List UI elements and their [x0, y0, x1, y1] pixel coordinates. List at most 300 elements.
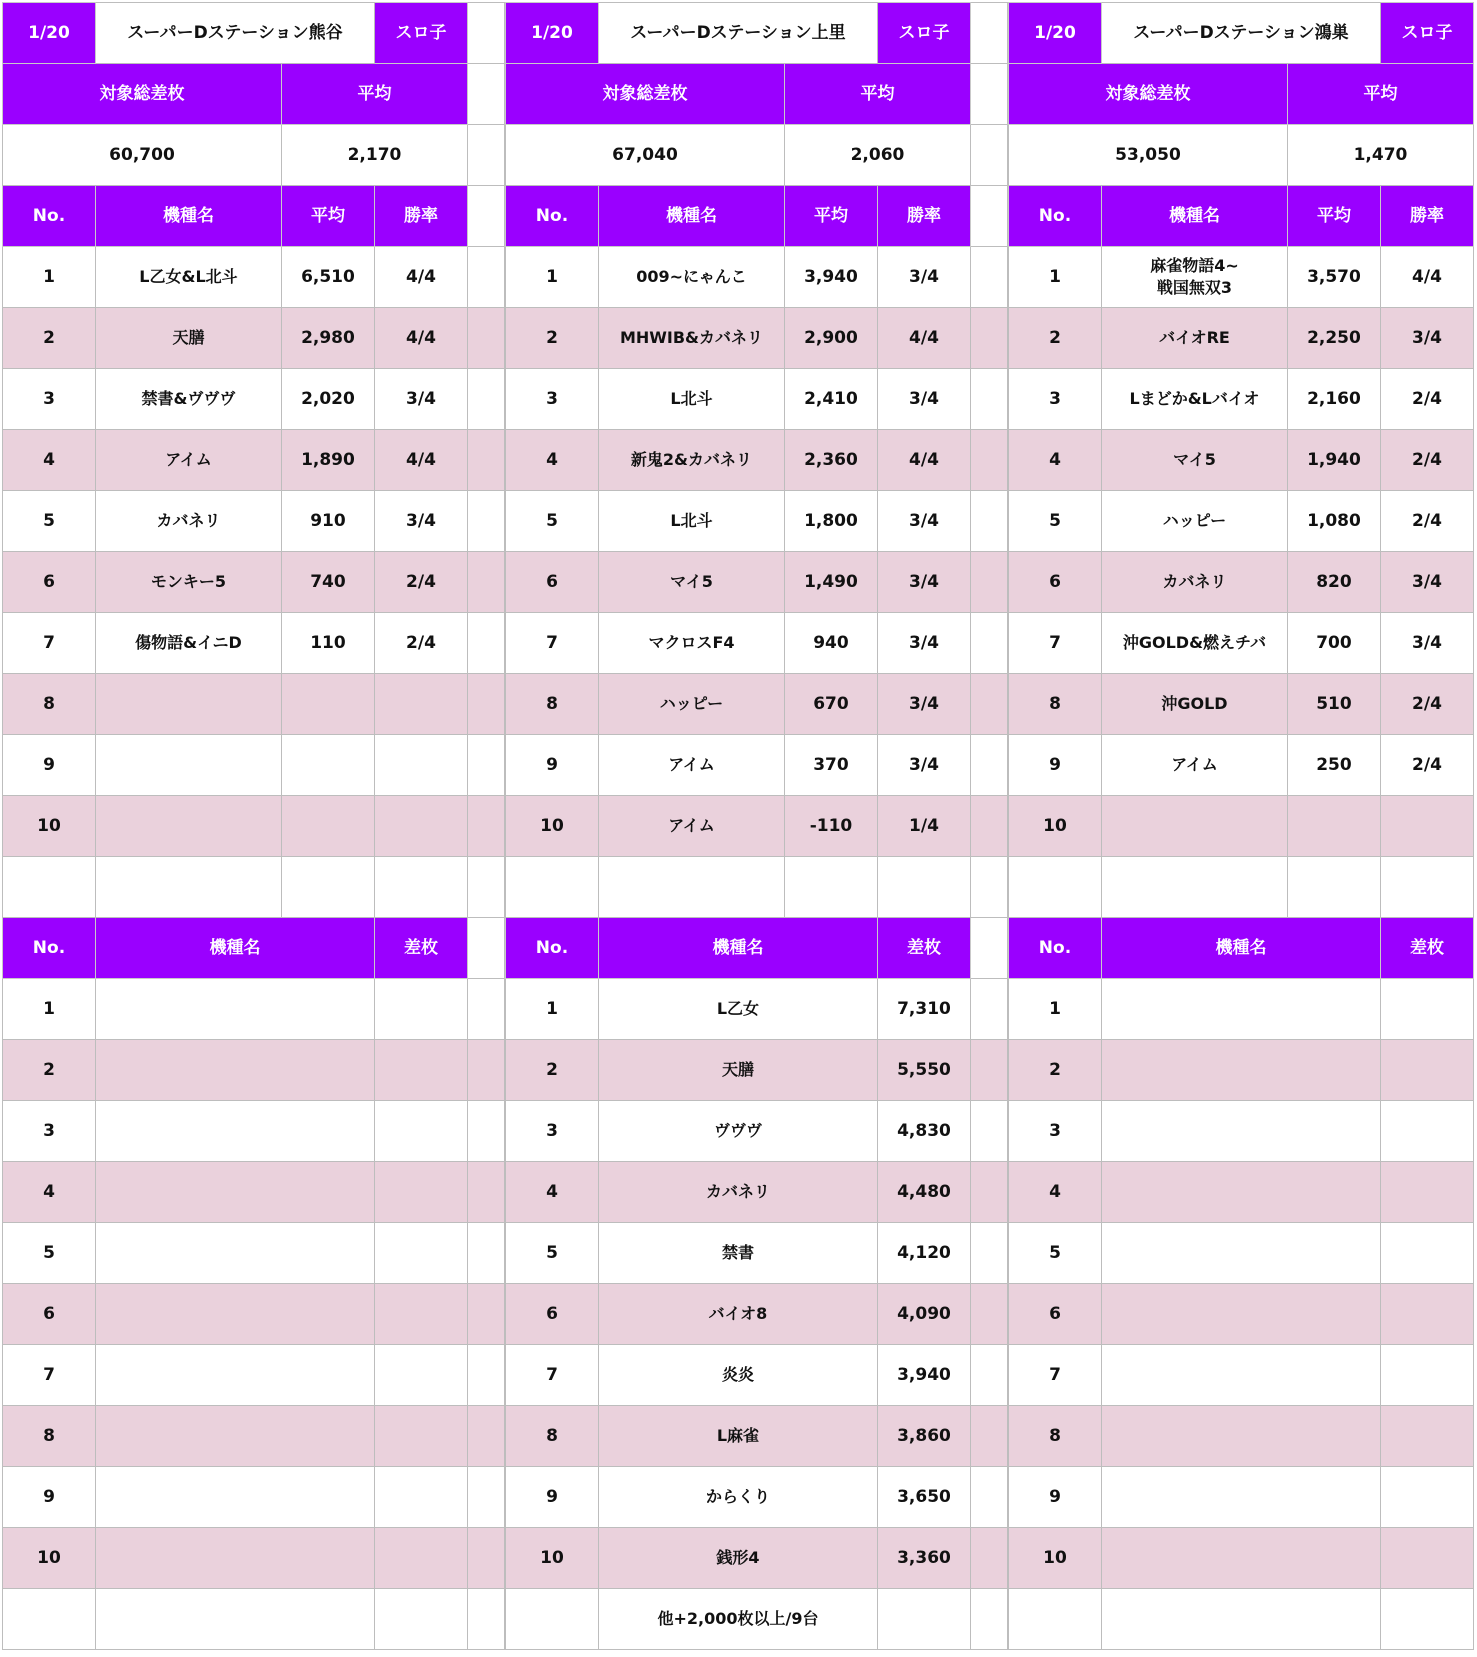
diff-row	[3, 1223, 468, 1284]
rank-avg: 6,510	[281, 247, 374, 308]
rank-machine-name: 傷物語&イニD	[95, 613, 281, 674]
diff-machine-name	[95, 1345, 374, 1406]
rank-row	[506, 552, 971, 613]
gap-row	[971, 1528, 1008, 1589]
rank-row	[3, 674, 468, 735]
diff-no: 1	[506, 979, 599, 1040]
rank-row	[1009, 796, 1474, 857]
gap-row	[971, 857, 1008, 918]
gap-row	[468, 1406, 505, 1467]
rank-avg: 2,900	[784, 308, 877, 369]
diff-row	[3, 1467, 468, 1528]
gap-cell	[468, 1589, 505, 1650]
gap-row	[971, 1162, 1008, 1223]
gap-row	[468, 552, 505, 613]
footer-empty	[506, 1589, 599, 1650]
rank-machine-name: L北斗	[598, 369, 784, 430]
rank-win-rate: 4/4	[374, 430, 467, 491]
diff-value: 3,650	[877, 1467, 970, 1528]
diff-header-row	[3, 918, 468, 979]
gap-row	[971, 186, 1008, 247]
gap-cell	[971, 64, 1008, 125]
rank-row	[506, 613, 971, 674]
store-panel-kumagaya	[2, 2, 468, 1650]
rank-header-avg: 平均	[1287, 186, 1380, 247]
gap-cell	[971, 918, 1008, 979]
rank-win-rate	[374, 796, 467, 857]
summary-value-row	[506, 125, 971, 186]
store-table	[1008, 2, 1474, 1650]
diff-header-no: No.	[506, 918, 599, 979]
diff-machine-name	[1101, 1406, 1380, 1467]
footer-empty	[1009, 1589, 1102, 1650]
rank-win-rate: 3/4	[877, 369, 970, 430]
diff-value	[1380, 1345, 1473, 1406]
rank-win-rate: 3/4	[877, 552, 970, 613]
rank-win-rate: 2/4	[374, 552, 467, 613]
gap-row	[971, 1345, 1008, 1406]
gap-cell	[468, 64, 505, 125]
diff-machine-name	[95, 1223, 374, 1284]
rank-no: 10	[506, 796, 599, 857]
diff-machine-name: バイオ8	[598, 1284, 877, 1345]
rank-machine-name: カバネリ	[95, 491, 281, 552]
diff-no: 3	[506, 1101, 599, 1162]
diff-header-diff: 差枚	[1380, 918, 1473, 979]
rank-machine-name: アイム	[95, 430, 281, 491]
gap-row	[468, 430, 505, 491]
rank-win-rate: 3/4	[877, 613, 970, 674]
rank-no: 6	[3, 552, 96, 613]
rank-row	[506, 308, 971, 369]
diff-machine-name: 禁書	[598, 1223, 877, 1284]
diff-value: 7,310	[877, 979, 970, 1040]
rank-machine-name: 禁書&ヴヴヴ	[95, 369, 281, 430]
rank-row	[1009, 552, 1474, 613]
rank-header-row	[3, 186, 468, 247]
category-cell: スロ子	[1380, 3, 1473, 64]
gap-row	[468, 1467, 505, 1528]
diff-no: 2	[3, 1040, 96, 1101]
diff-value: 3,360	[877, 1528, 970, 1589]
gap-row	[468, 1284, 505, 1345]
rank-row	[3, 796, 468, 857]
rank-row	[506, 735, 971, 796]
diff-value: 5,550	[877, 1040, 970, 1101]
diff-machine-name	[95, 1406, 374, 1467]
diff-no: 1	[1009, 979, 1102, 1040]
diff-machine-name	[1101, 1040, 1380, 1101]
spacer-cell	[598, 857, 784, 918]
rank-header-name: 機種名	[1101, 186, 1287, 247]
store-panel-kamisato	[505, 2, 971, 1650]
gap-cell	[971, 3, 1008, 64]
total-label: 対象総差枚	[3, 64, 282, 125]
diff-value	[374, 1223, 467, 1284]
gap-row	[971, 979, 1008, 1040]
diff-machine-name	[95, 1101, 374, 1162]
diff-row	[3, 1101, 468, 1162]
gap-cell	[468, 979, 505, 1040]
gap-row	[468, 369, 505, 430]
diff-row	[506, 1040, 971, 1101]
diff-row	[1009, 1223, 1474, 1284]
total-value: 53,050	[1009, 125, 1288, 186]
gap-cell	[971, 735, 1008, 796]
rank-avg: 910	[281, 491, 374, 552]
gap-row	[971, 613, 1008, 674]
rank-row	[506, 674, 971, 735]
rank-avg: 250	[1287, 735, 1380, 796]
rank-row	[506, 491, 971, 552]
diff-header-name: 機種名	[95, 918, 374, 979]
spacer-cell	[374, 857, 467, 918]
diff-no: 5	[506, 1223, 599, 1284]
gap-cell	[468, 1284, 505, 1345]
gap-row	[971, 1101, 1008, 1162]
diff-value	[374, 1040, 467, 1101]
gap-row	[971, 369, 1008, 430]
diff-header-name: 機種名	[598, 918, 877, 979]
diff-no: 1	[3, 979, 96, 1040]
gap-cell	[468, 613, 505, 674]
rank-win-rate: 3/4	[1380, 613, 1473, 674]
rank-header-row	[1009, 186, 1474, 247]
avg-value: 2,170	[281, 125, 467, 186]
gap-cell	[468, 369, 505, 430]
rank-no: 6	[506, 552, 599, 613]
spacer-row	[1009, 857, 1474, 918]
gap-row	[971, 1467, 1008, 1528]
store-table	[2, 2, 468, 1650]
rank-no: 3	[3, 369, 96, 430]
gap-cell	[468, 1162, 505, 1223]
gap-row	[971, 1589, 1008, 1650]
diff-no: 5	[1009, 1223, 1102, 1284]
diff-value	[1380, 1162, 1473, 1223]
gap-cell	[468, 1406, 505, 1467]
diff-value	[374, 1406, 467, 1467]
gap-cell	[971, 186, 1008, 247]
rank-win-rate: 2/4	[1380, 430, 1473, 491]
spacer-cell	[281, 857, 374, 918]
rank-win-rate: 2/4	[374, 613, 467, 674]
rank-avg: 740	[281, 552, 374, 613]
footer-row	[506, 1589, 971, 1650]
gap-row	[971, 64, 1008, 125]
diff-row	[1009, 979, 1474, 1040]
diff-value	[374, 979, 467, 1040]
gap-row	[971, 308, 1008, 369]
gap-row	[971, 1406, 1008, 1467]
diff-machine-name: からくり	[598, 1467, 877, 1528]
rank-avg: 2,250	[1287, 308, 1380, 369]
rank-machine-name: 新鬼2&カバネリ	[598, 430, 784, 491]
diff-value	[374, 1284, 467, 1345]
diff-machine-name: L乙女	[598, 979, 877, 1040]
title-row	[3, 3, 468, 64]
gap-row	[971, 247, 1008, 308]
diff-value	[374, 1162, 467, 1223]
diff-value: 4,090	[877, 1284, 970, 1345]
diff-machine-name: L麻雀	[598, 1406, 877, 1467]
rank-machine-name: アイム	[1101, 735, 1287, 796]
gap-row	[468, 918, 505, 979]
diff-no: 7	[1009, 1345, 1102, 1406]
rank-win-rate: 3/4	[877, 735, 970, 796]
gap-row	[468, 491, 505, 552]
rank-avg	[281, 796, 374, 857]
rank-no: 8	[506, 674, 599, 735]
rank-row	[1009, 247, 1474, 308]
rank-win-rate	[374, 674, 467, 735]
total-value: 60,700	[3, 125, 282, 186]
rank-row	[1009, 674, 1474, 735]
diff-header-name: 機種名	[1101, 918, 1380, 979]
gap-cell	[971, 491, 1008, 552]
rank-win-rate: 3/4	[1380, 552, 1473, 613]
diff-row	[1009, 1528, 1474, 1589]
gap-cell	[971, 979, 1008, 1040]
diff-header-row	[1009, 918, 1474, 979]
gap-row	[971, 3, 1008, 64]
rank-win-rate: 3/4	[877, 247, 970, 308]
rank-no: 7	[1009, 613, 1102, 674]
store-name: スーパーDステーション熊谷	[95, 3, 374, 64]
rank-row	[3, 247, 468, 308]
summary-header-row	[506, 64, 971, 125]
date-cell: 1/20	[1009, 3, 1102, 64]
rank-row	[3, 430, 468, 491]
gap-row	[468, 1345, 505, 1406]
rank-row	[1009, 735, 1474, 796]
diff-row	[506, 1223, 971, 1284]
rank-avg	[281, 735, 374, 796]
diff-no: 6	[1009, 1284, 1102, 1345]
rank-no: 3	[1009, 369, 1102, 430]
avg-value: 2,060	[784, 125, 970, 186]
diff-row	[3, 1284, 468, 1345]
rank-header-avg: 平均	[281, 186, 374, 247]
summary-header-row	[1009, 64, 1474, 125]
rank-header-win: 勝率	[374, 186, 467, 247]
rank-header-row	[506, 186, 971, 247]
rank-machine-name: マイ5	[598, 552, 784, 613]
rank-win-rate: 3/4	[374, 491, 467, 552]
rank-machine-name: モンキー5	[95, 552, 281, 613]
store-panel-konosu	[1008, 2, 1474, 1650]
gap-cell	[971, 613, 1008, 674]
diff-no: 2	[1009, 1040, 1102, 1101]
diff-value	[374, 1467, 467, 1528]
rank-row	[1009, 308, 1474, 369]
rank-machine-name	[1101, 796, 1287, 857]
rank-row	[506, 247, 971, 308]
rank-avg: 940	[784, 613, 877, 674]
diff-value	[374, 1101, 467, 1162]
diff-no: 9	[3, 1467, 96, 1528]
rank-no: 4	[1009, 430, 1102, 491]
diff-value	[1380, 1040, 1473, 1101]
gap-cell	[468, 247, 505, 308]
diff-machine-name	[95, 1467, 374, 1528]
gap-cell	[468, 1101, 505, 1162]
rank-no: 5	[1009, 491, 1102, 552]
rank-row	[1009, 369, 1474, 430]
spacer-cell	[95, 857, 281, 918]
diff-machine-name	[95, 1528, 374, 1589]
category-cell: スロ子	[374, 3, 467, 64]
rank-machine-name: MHWIB&カバネリ	[598, 308, 784, 369]
diff-row	[3, 1528, 468, 1589]
rank-win-rate: 4/4	[1380, 247, 1473, 308]
gap-cell	[971, 1223, 1008, 1284]
gap-cell	[468, 1040, 505, 1101]
rank-machine-name: 009~にゃんこ	[598, 247, 784, 308]
diff-machine-name	[95, 979, 374, 1040]
rank-win-rate: 4/4	[374, 308, 467, 369]
rank-row	[3, 369, 468, 430]
gap-cell	[468, 1223, 505, 1284]
rank-machine-name	[95, 674, 281, 735]
gap-cell	[971, 1467, 1008, 1528]
rank-avg: 2,020	[281, 369, 374, 430]
spacer-cell	[3, 857, 96, 918]
gap-column	[970, 2, 1008, 1654]
diff-no: 9	[1009, 1467, 1102, 1528]
diff-no: 3	[1009, 1101, 1102, 1162]
diff-no: 8	[3, 1406, 96, 1467]
avg-label: 平均	[281, 64, 467, 125]
diff-value: 3,940	[877, 1345, 970, 1406]
rank-machine-name: L北斗	[598, 491, 784, 552]
rank-row	[3, 613, 468, 674]
gap-row	[468, 857, 505, 918]
store-table	[505, 2, 971, 1650]
diff-no: 5	[3, 1223, 96, 1284]
summary-value-row	[3, 125, 468, 186]
gap-row	[468, 735, 505, 796]
rank-header-no: No.	[506, 186, 599, 247]
rank-no: 4	[506, 430, 599, 491]
rank-avg: 3,570	[1287, 247, 1380, 308]
rank-avg: 670	[784, 674, 877, 735]
footer-note	[1101, 1589, 1380, 1650]
diff-row	[506, 979, 971, 1040]
footer-row	[3, 1589, 468, 1650]
rank-avg: 2,980	[281, 308, 374, 369]
spacer-cell	[506, 857, 599, 918]
title-row	[506, 3, 971, 64]
rank-avg: -110	[784, 796, 877, 857]
diff-row	[506, 1528, 971, 1589]
rank-avg: 110	[281, 613, 374, 674]
rank-machine-name: L乙女&L北斗	[95, 247, 281, 308]
rank-win-rate: 4/4	[877, 308, 970, 369]
rank-header-name: 機種名	[95, 186, 281, 247]
rank-no: 3	[506, 369, 599, 430]
rank-no: 2	[3, 308, 96, 369]
diff-value	[1380, 1528, 1473, 1589]
gap-row	[468, 674, 505, 735]
gap-cell	[468, 3, 505, 64]
diff-machine-name	[1101, 1345, 1380, 1406]
diff-row	[506, 1162, 971, 1223]
rank-avg: 1,940	[1287, 430, 1380, 491]
rank-no: 8	[3, 674, 96, 735]
date-cell: 1/20	[506, 3, 599, 64]
gap-cell	[971, 674, 1008, 735]
gap-row	[971, 1284, 1008, 1345]
rank-avg	[1287, 796, 1380, 857]
rank-no: 7	[3, 613, 96, 674]
rank-avg: 1,800	[784, 491, 877, 552]
gap-row	[468, 3, 505, 64]
gap-cell	[971, 1162, 1008, 1223]
diff-header-no: No.	[1009, 918, 1102, 979]
category-cell: スロ子	[877, 3, 970, 64]
rank-no: 4	[3, 430, 96, 491]
footer-note: 他+2,000枚以上/9台	[598, 1589, 877, 1650]
gap-row	[971, 674, 1008, 735]
diff-row	[3, 1406, 468, 1467]
rank-row	[506, 369, 971, 430]
rank-row	[1009, 430, 1474, 491]
rank-machine-name: ハッピー	[598, 674, 784, 735]
diff-row	[3, 1345, 468, 1406]
diff-machine-name	[1101, 1467, 1380, 1528]
rank-machine-name: 麻雀物語4~ 戦国無双3	[1101, 247, 1287, 308]
diff-row	[1009, 1101, 1474, 1162]
diff-no: 8	[1009, 1406, 1102, 1467]
diff-machine-name: カバネリ	[598, 1162, 877, 1223]
rank-machine-name: 沖GOLD&燃えチバ	[1101, 613, 1287, 674]
total-value: 67,040	[506, 125, 785, 186]
rank-machine-name: 天膳	[95, 308, 281, 369]
gap-cell	[468, 735, 505, 796]
gap-row	[468, 1040, 505, 1101]
rank-row	[1009, 613, 1474, 674]
total-label: 対象総差枚	[1009, 64, 1288, 125]
diff-no: 10	[506, 1528, 599, 1589]
spacer-cell	[877, 857, 970, 918]
rank-win-rate: 3/4	[374, 369, 467, 430]
gap-cell	[468, 1345, 505, 1406]
diff-row	[506, 1345, 971, 1406]
diff-machine-name: 天膳	[598, 1040, 877, 1101]
rank-header-win: 勝率	[877, 186, 970, 247]
footer-empty	[1380, 1589, 1473, 1650]
footer-empty	[374, 1589, 467, 1650]
spacer-cell	[1009, 857, 1102, 918]
gap-cell	[971, 430, 1008, 491]
gap-cell	[971, 1589, 1008, 1650]
gap-row	[468, 308, 505, 369]
gap-cell	[971, 369, 1008, 430]
diff-row	[506, 1284, 971, 1345]
rank-no: 10	[1009, 796, 1102, 857]
footer-note	[95, 1589, 374, 1650]
gap-cell	[971, 1284, 1008, 1345]
rank-machine-name: Lまどか&Lバイオ	[1101, 369, 1287, 430]
gap-cell	[468, 308, 505, 369]
rank-avg: 3,940	[784, 247, 877, 308]
rank-win-rate: 3/4	[1380, 308, 1473, 369]
rank-row	[3, 308, 468, 369]
gap-row	[468, 64, 505, 125]
rank-machine-name: アイム	[598, 796, 784, 857]
spacer-row	[506, 857, 971, 918]
